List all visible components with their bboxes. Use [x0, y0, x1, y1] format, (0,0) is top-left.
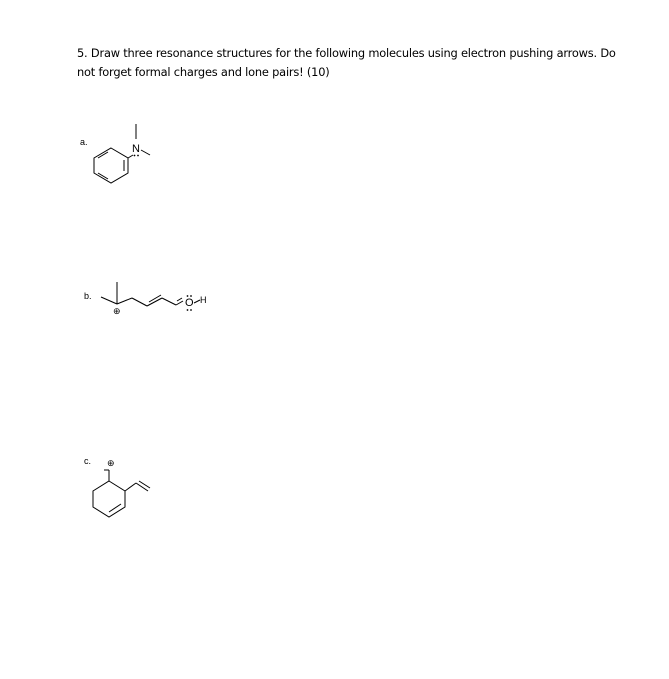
part-b-label: b. [84, 291, 92, 301]
question-text: 5. Draw three resonance structures for the following molecules using electron pushing arrows. Do not forget formal charges and lone pairs! (10) [77, 46, 616, 79]
side-chain-bond [136, 483, 148, 491]
carbocation-charge: ⊕ [107, 458, 115, 468]
nitrogen-atom: N [132, 143, 140, 155]
side-chain-double-bond [139, 481, 150, 488]
hydrogen-atom: H [200, 295, 207, 305]
part-c-label: c. [84, 456, 92, 466]
carbocation-charge: ⊕ [113, 306, 121, 316]
side-chain-bond [125, 483, 136, 491]
part-a-label: a. [80, 137, 88, 147]
oxygen-atom: O [185, 297, 194, 309]
